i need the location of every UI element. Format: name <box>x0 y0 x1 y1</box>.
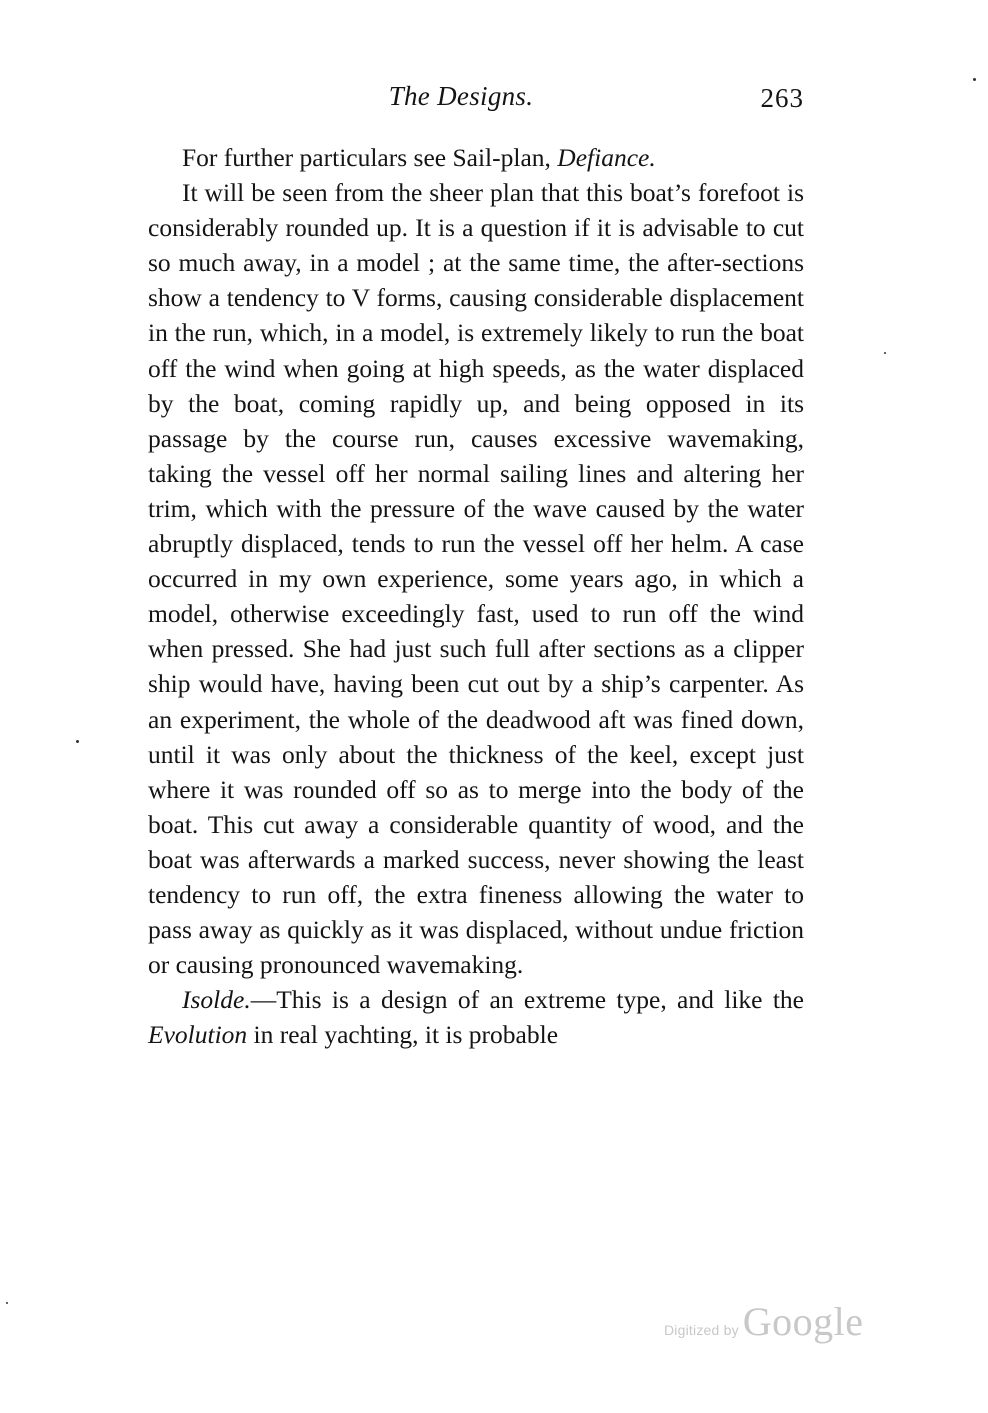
running-title: The Designs. <box>388 81 534 111</box>
scan-speck <box>6 1302 8 1304</box>
watermark-prefix: Digitized by <box>664 1322 739 1338</box>
text-run: —This is a design of an extreme type, and like the <box>250 985 804 1015</box>
italic-vessel-name: Isolde. <box>182 985 251 1015</box>
italic-vessel-name: Defiance. <box>557 143 656 172</box>
paragraph-isolde-intro <box>148 982 804 1052</box>
page-number: 263 <box>760 83 804 113</box>
digitized-by-google-watermark <box>664 1299 874 1352</box>
paragraph-forefoot-discussion <box>148 175 804 982</box>
running-head <box>148 76 804 116</box>
scan-speck <box>884 352 886 354</box>
text-run: For further particulars see Sail-plan, <box>182 143 558 172</box>
text-run: It will be seen from the sheer plan that this boat’s forefoot is considerably rounded up. It is a question if it is advisable to cut so much away, in a model ; at the same time, the after-sections show a tendency to V forms, causing considerable displacement in the run, which, in a model, is extremely likely to run the boat off the wind when going at high speeds, as the water displaced by the boat, coming rapidly up, and being opposed in its passage by the course run, causes excessive wavemaking, taking the vessel off her normal sailing lines and altering her trim, which with the pressure of the wave caused by the water abruptly displaced, tends to run the vessel off her helm. A case occurred in my own experience, some years ago, in which a model, otherwise exceedingly fast, used to run off the wind when pressed. She had just such full after sections as a clipper ship would have, having been cut out by a ship’s carpenter. As an experiment, the whole of the deadwood aft was fined down, until it was only about the thickness of the keel, except just where it was rounded off so as to merge into the body of the boat. This cut away a considerable quantity of wood, and the boat was afterwards a marked success, never showing the least tendency to run off, the extra fineness allowing the water to pass away as quickly as it was displaced, without undue friction or causing pronounced wavemaking. <box>148 178 804 980</box>
google-logo-icon: Google <box>742 1299 864 1344</box>
italic-vessel-name: Evolution <box>148 1020 248 1050</box>
paragraph-sail-plan-note <box>148 140 804 175</box>
body-text <box>148 140 804 1052</box>
scan-speck <box>973 78 976 81</box>
text-run: in real yachting, it is probable <box>247 1020 559 1050</box>
scan-speck <box>76 740 79 743</box>
